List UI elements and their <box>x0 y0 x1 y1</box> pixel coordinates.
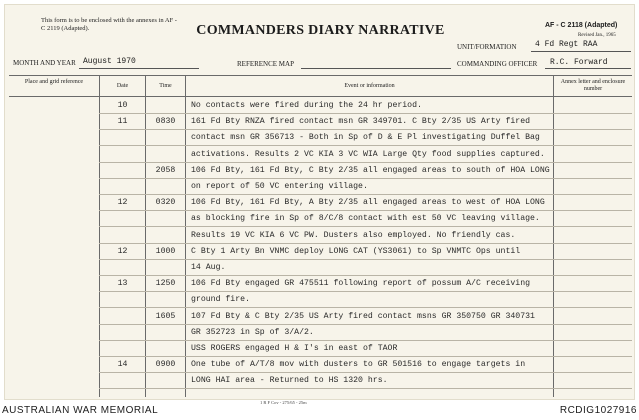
entry-text: 107 Fd Bty & C Bty 2/35 US Arty fired contact msns GR 350750 GR 340731 <box>191 311 535 321</box>
entry-date: 10 <box>117 101 128 110</box>
form-title: COMMANDERS DIARY NARRATIVE <box>196 23 445 38</box>
officer-label: COMMANDING OFFICER <box>457 60 538 68</box>
entry-text: GR 352723 in Sp of 3/A/2. <box>191 327 314 337</box>
entry-date: 12 <box>117 246 128 256</box>
officer-underline <box>545 68 631 69</box>
month-year-label: MONTH AND YEAR <box>13 59 76 67</box>
row-rule <box>99 356 632 357</box>
entry-time: 0900 <box>155 360 176 370</box>
entry-text: No contacts were fired during the 24 hr period. <box>191 101 422 110</box>
entry-text: ground fire. <box>191 295 250 305</box>
row-rule <box>99 178 632 179</box>
row-rule <box>99 113 632 114</box>
archive-reference: RCDIG1027916 <box>559 405 637 416</box>
reference-map-underline <box>301 68 451 69</box>
entry-text: USS ROGERS engaged H & I's in east of TAOR <box>191 344 398 353</box>
entry-text: 161 Fd Bty RNZA fired contact msn GR 349701. C Bty 2/35 US Arty fired <box>191 117 531 127</box>
row-rule <box>99 307 632 308</box>
entry-text: Results 19 VC KIA 6 VC PW. Dusters also employed. No friendly cas. <box>191 230 516 240</box>
col-header-place: Place and grid reference <box>24 79 84 85</box>
entry-text: One tube of A/T/8 mov with dusters to GR 501516 to engage targets in <box>191 360 526 370</box>
month-year-underline <box>79 68 199 69</box>
row-rule <box>99 388 632 389</box>
row-rule <box>99 243 632 244</box>
row-rule <box>99 340 632 341</box>
entry-date: 11 <box>117 117 128 127</box>
row-rule <box>99 259 632 260</box>
entry-time: 2058 <box>155 165 176 175</box>
col-header-annex: Annex letter and enclosure number <box>560 79 626 92</box>
form-number: AF - C 2118 (Adapted) <box>545 22 618 29</box>
row-rule <box>99 162 632 163</box>
entry-date: 12 <box>117 198 128 208</box>
archive-credit: AUSTRALIAN WAR MEMORIAL <box>2 405 159 416</box>
row-rule <box>99 194 632 195</box>
entry-text: as blocking fire in Sp of 8/C/8 contact with est 50 VC leaving village. <box>191 214 540 224</box>
print-code: 1 R F Cov - 275/65 - 25m <box>260 400 307 405</box>
col-header-time: Time <box>159 83 172 89</box>
entry-text: C Bty 1 Arty Bn VNMC deploy LONG CAT (YS3061) to Sp VNMTC Ops until <box>191 246 521 256</box>
entry-text: LONG HAI area - Returned to HS 1320 hrs. <box>191 376 388 386</box>
col-header-date: Date <box>116 83 129 89</box>
reference-map-label: REFERENCE MAP <box>237 60 294 68</box>
entry-text: contact msn GR 356713 - Both in Sp of D & E Pl investigating Duffel Bag <box>191 133 540 143</box>
entry-text: 106 Fd Bty, 161 Fd Bty, C Bty 2/35 all engaged areas to south of HOA LONG <box>191 165 550 175</box>
row-rule <box>99 372 632 373</box>
enclose-note: This form is to be enclosed with the annexes in AF - C 2119 (Adapted). <box>41 17 177 32</box>
col-divider-3 <box>185 75 186 397</box>
revised-date: Revised Jan., 1965 <box>578 33 616 38</box>
row-rule <box>99 226 632 227</box>
entry-time: 0830 <box>155 117 176 127</box>
entry-text: 106 Fd Bty engaged GR 475511 following report of possum A/C receiving <box>191 279 531 289</box>
entry-text: 106 Fd Bty, 161 Fd Bty, A Bty 2/35 all engaged areas to west of HOA LONG <box>191 198 545 208</box>
unit-underline <box>531 51 631 52</box>
row-rule <box>99 129 632 130</box>
entry-text: on report of 50 VC entering village. <box>191 182 368 191</box>
col-divider-4 <box>553 75 554 397</box>
entry-time: 1605 <box>155 311 176 321</box>
month-year-value: August 1970 <box>83 57 136 66</box>
row-rule <box>99 210 632 211</box>
entry-time: 1000 <box>155 246 176 256</box>
row-rule <box>99 291 632 292</box>
row-rule <box>99 324 632 325</box>
table-header-rule <box>9 96 632 97</box>
entry-time: 1250 <box>155 279 176 289</box>
diary-form <box>4 4 635 405</box>
entry-text: activations. Results 2 VC KIA 3 VC WIA Large Qty food supplies captured. <box>191 149 545 159</box>
row-rule <box>99 275 632 276</box>
row-rule <box>99 145 632 146</box>
entry-text: 14 Aug. <box>191 263 226 272</box>
col-header-event: Event or information <box>344 83 395 89</box>
officer-value: R.C. Forward <box>550 58 608 67</box>
entry-date: 13 <box>117 279 128 289</box>
entry-time: 0320 <box>155 198 176 208</box>
unit-value: 4 Fd Regt RAA <box>535 40 598 49</box>
table-top-rule <box>9 75 632 76</box>
unit-label: UNIT/FORMATION <box>457 43 517 51</box>
entry-date: 14 <box>117 360 128 370</box>
